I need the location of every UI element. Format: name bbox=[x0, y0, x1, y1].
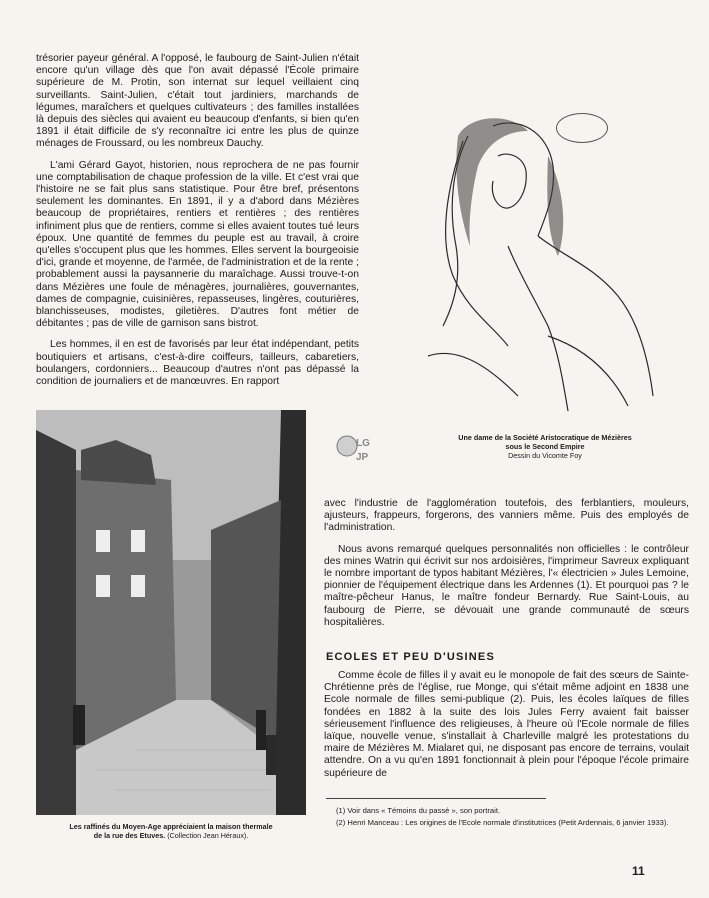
lady-sketch bbox=[398, 96, 678, 414]
body-column-right bbox=[324, 498, 689, 638]
footnote-divider bbox=[326, 798, 546, 799]
paragraph: L'ami Gérard Gayot, historien, nous reprochera de ne pas fournir une comptabilisation de chaque profession de la ville. Et c'est vrai que l'histoire ne se fait plus sans statistique. Pour être bref, présentons seulement les dominantes. En 1891, il y a d'abord dans Mézières beaucoup de propriétaires, rentiers et rentières ; des rentières infiniment plus que de rentiers, comme si elles avaient toutes tué leurs époux. Une quantité de femmes du peuple est au travail, à croire qu'elles s'occupent plus que les hommes. Elles servent la bourgeoisie d'ici, grande et moyenne, de l'armée, de l'administration et de la rente ; probablement aussi la paysannerie du maraîchage. Aussi trouve-t-on dans Mézières une foule de ménagères, journalières, gouvernantes, dames de compagnie, cuisinières, repasseuses, lingères, couturières, blanchisseuses, modistes, giletières. D'autres font métier de débitantes ; pas de ville de garnison sans bistrot. bbox=[36, 159, 359, 330]
footnote: (1) Voir dans « Témoins du passé », son portrait. bbox=[336, 806, 501, 815]
footnote: (2) Henri Manceau : Les origines de l'Ecole normale d'institutrices (Petit Ardennais, 6 janvier 1933). bbox=[336, 817, 669, 827]
street-photograph bbox=[36, 410, 306, 815]
library-stamp bbox=[556, 113, 608, 143]
svg-text:LG: LG bbox=[356, 438, 370, 449]
section-heading: ECOLES ET PEU D'USINES bbox=[326, 651, 495, 663]
paragraph: Nous avons remarqué quelques personnalités non officielles : le contrôleur des mines Watrin qui écrivit sur nos ardoisières, l'imprimeur Savreux expliquant le nombre important de typos habitant Mézières, l'« électricien » Jules Lemoine, pionnier de l'équipement électrique dans les Ardennes (1). Et pourquoi pas ? le maître-pêcheur Hanus, le maître fondeur Bernardy. Rue Saint-Louis, au faubourg de Pierre, se dévouait une grande communauté de sœurs hospitalières. bbox=[324, 543, 689, 628]
photo-caption bbox=[36, 822, 306, 840]
caption-credit: (Collection Jean Héraux). bbox=[167, 831, 249, 840]
drawing-illustration bbox=[398, 96, 678, 414]
street-photo-image bbox=[36, 410, 306, 815]
caption-line: sous le Second Empire bbox=[505, 442, 585, 451]
paragraph: trésorier payeur général. A l'opposé, le faubourg de Saint-Julien n'était encore qu'un village dès que l'on avait dépassé l'École primaire supérieure de M. Protin, son internat sur lequel veillaient cinq surveillants. Saint-Julien, c'était tout jardiniers, marchands de légumes, maraîchers et quelques cultivateurs ; des familles installées là depuis des siècles qui avaient eu beaucoup d'enfants, si bien qu'en 1891 il était difficile de s'y reconnaître ici entre les plus de quinze ménages de Froussard, ou les nombreux Dauchy. bbox=[36, 53, 359, 150]
footnotes bbox=[326, 806, 676, 829]
paragraph: avec l'industrie de l'agglomération toutefois, des ferblantiers, mouleurs, ajusteurs, frappeurs, forgerons, des vanniers même. Puis des employés de l'administration. bbox=[324, 498, 689, 534]
svg-text:JP: JP bbox=[356, 452, 369, 463]
caption-line: de la rue des Etuves. bbox=[93, 831, 166, 840]
page-number: 11 bbox=[632, 864, 645, 878]
body-column-right-lower bbox=[324, 670, 689, 789]
paragraph: Les hommes, il en est de favorisés par leur état indépendant, petits boutiquiers et artisans, c'est-à-dire coiffeurs, tailleurs, cabaretiers, boulangers, cordonniers... Beaucoup d'autres n'ont pas dépassé la condition de journaliers et de manœuvres. En rapport bbox=[36, 339, 359, 388]
paragraph: Comme école de filles il y avait eu le monopole de fait des sœurs de Sainte-Chrétienne près de l'église, rue Monge, qui s'était même adjoint en 1838 une Ecole normale de filles semi-publique (2). Puis, les écoles laïques de filles fondées en 1882 à la suite des lois Jules Ferry avaient fait baisser sérieusement l'influence des religieuses, à l'heure où l'Ecole normale de filles laïque, nouvelle venue, s'installait à Charleville malgré les protestations du maire de Mézières M. Mialaret qui, ne disposant pas encore de terrains, voulait attendre. On a vu qu'en 1891 fonctionnait à plein pour l'époque l'école primaire supérieure de bbox=[324, 670, 689, 779]
drawing-caption bbox=[420, 433, 670, 460]
caption-line: Une dame de la Société Aristocratique de Mézières bbox=[458, 433, 632, 442]
caption-credit: Dessin du Vicomte Foy bbox=[508, 451, 582, 460]
publisher-logo bbox=[334, 430, 372, 468]
body-column-left bbox=[36, 53, 359, 397]
caption-line: Les raffinés du Moyen-Age appréciaient la maison thermale bbox=[69, 822, 273, 831]
